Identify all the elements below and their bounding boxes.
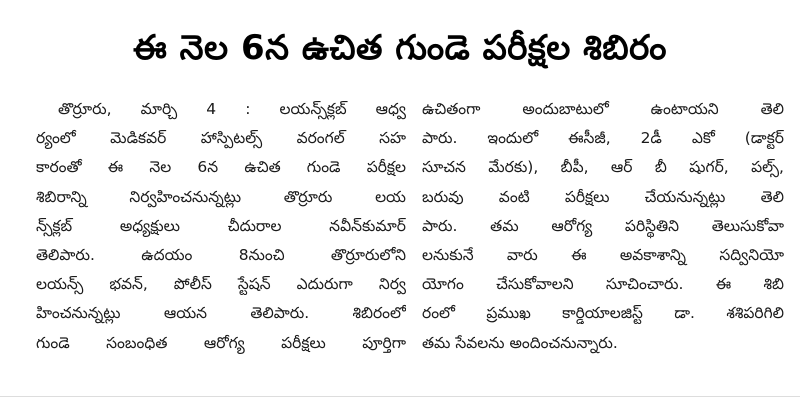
right-line-6: లనుకునే వారు ఈ అవకాశాన్ని సద్వినియో [422, 245, 784, 264]
left-line-9: గుండె సంబంధిత ఆరోగ్య పరీక్షలు పూర్తిగా [36, 333, 406, 352]
right-line-2: పారు. ఇందులో ఈసీజీ, 2డీ ఎకో (డాక్టర్ [422, 129, 784, 148]
left-line-4: శిబిరాన్ని నిర్వహించనున్నట్లు తొర్రూరు లయ [36, 187, 406, 206]
left-line-3: కారంతో ఈ నెల 6న ఉచిత గుండె పరీక్షల [36, 158, 406, 177]
article-left-column [36, 95, 406, 358]
right-line-3: సూచన మేరకు), బీపీ, ఆర్ బీ షుగర్, పల్స్, [422, 158, 784, 177]
left-line-2: ర్యంలో మెడికవర్ హాస్పిటల్స్ వరంగల్ సహ [36, 129, 406, 148]
right-line-8: రంలో ప్రముఖ కార్డియాలజిస్ట్ డా. శశిపరిగిలి [422, 304, 784, 323]
article-right-column [422, 95, 784, 358]
right-line-1: ఉచితంగా అందుబాటులో ఉంటాయని తెలి [422, 100, 784, 118]
right-line-5: పారు. తమ ఆరోగ్య పరిస్థితిని తెలుసుకోవా [422, 216, 784, 235]
article-headline: ఈ నెల 6న ఉచిత గుండె పరీక్షల శిబిరం [133, 28, 667, 68]
right-line-7: యోగం చేసుకోవాలని సూచించారు. ఈ శిబి [422, 275, 784, 294]
left-line-1: తొర్రూరు, మార్చి 4 : లయన్స్‌క్లబ్ ఆధ్వ [58, 100, 406, 118]
previous-article-cutoff [0, 0, 800, 14]
bottom-divider [0, 396, 800, 397]
left-line-7: లయన్స్ భవన్, పోలీస్ స్టేషన్ ఎదురుగా నిర్వ [36, 275, 406, 294]
right-line-9: తమ సేవలను అందించనున్నారు. [422, 333, 618, 352]
left-line-5: న్స్‌క్లబ్ అధ్యక్షులు చీదురాల నవీన్‌కుమార్ [36, 216, 406, 235]
right-line-4: బరువు వంటి పరీక్షలు చేయనున్నట్లు తెలి [422, 187, 784, 206]
left-line-6: తెలిపారు. ఉదయం 8నుంచి తొర్రూరులోని [36, 245, 406, 264]
left-line-8: హించనున్నట్లు ఆయన తెలిపారు. శిబిరంలో [36, 304, 406, 323]
